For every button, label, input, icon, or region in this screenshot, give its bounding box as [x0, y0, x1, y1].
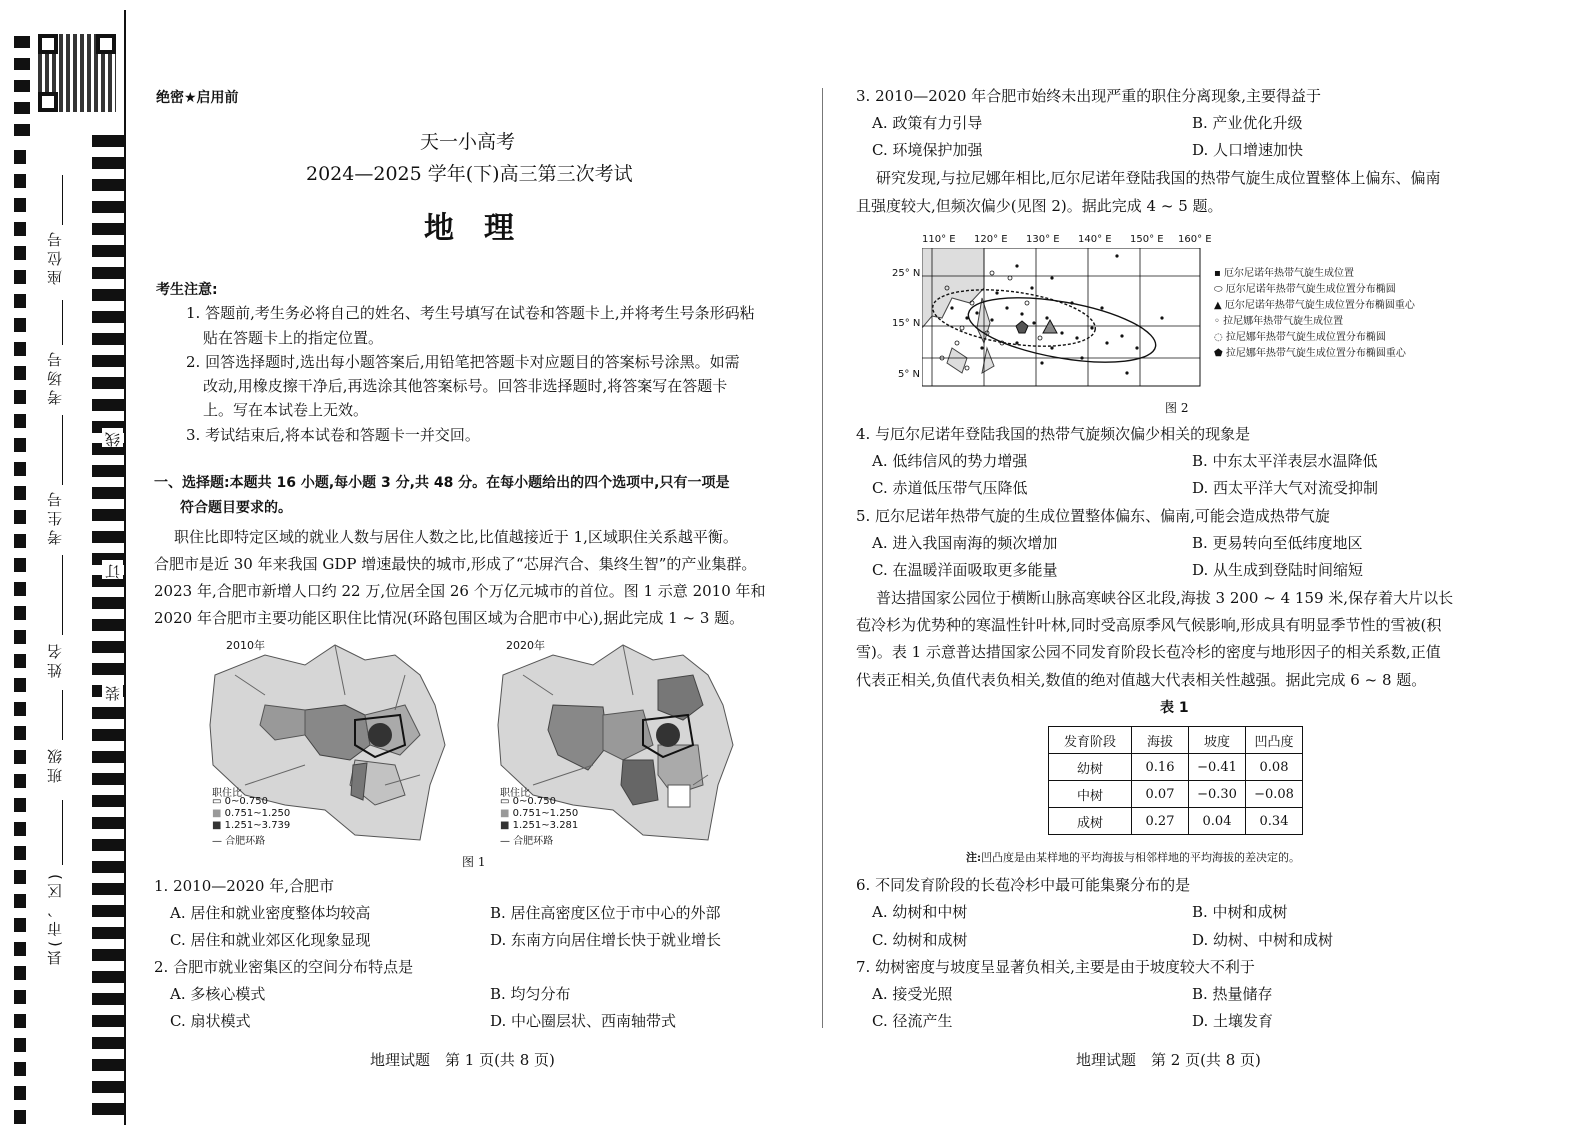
figure1-2020-legend-title: 职住比 [500, 788, 530, 799]
cut-mark-staple: 订 [104, 560, 122, 579]
table-row [1049, 781, 1303, 808]
table-cell: −0.08 [1246, 781, 1303, 808]
q4-option-d[interactable]: D. 西太平洋大气对流受抑制 [1192, 479, 1379, 497]
q5-option-a[interactable]: A. 进入我国南海的频次增加 [872, 534, 1058, 552]
q6-option-c[interactable]: C. 幼树和成树 [872, 931, 968, 949]
exam-room-rule [62, 300, 63, 345]
exam-brand: 天一小高考 [420, 131, 516, 153]
q2-option-d[interactable]: D. 中心圈层状、西南轴带式 [490, 1012, 677, 1030]
notice-line-5: 上。写在本试卷上无效。 [203, 401, 369, 419]
seat-number-label: 座位号 [46, 228, 64, 285]
passage2-line-2: 且强度较大,但频次偏少(见图 2)。据此完成 4 ~ 5 题。 [856, 197, 1223, 215]
seat-number-rule [62, 175, 63, 225]
fig2-legend-1: ▪ 厄尔尼诺年热带气旋生成位置 [1214, 268, 1354, 279]
table-cell: 0.16 [1132, 754, 1189, 781]
fig2-lat-5: 5° N [898, 369, 921, 380]
county-label: 县(市、区) [46, 870, 64, 966]
fig2-lon-140: 140° E [1078, 234, 1112, 245]
qr-finder-1 [38, 34, 58, 54]
table-cell: 0.07 [1132, 781, 1189, 808]
figure2-caption: 图 2 [1165, 401, 1189, 415]
table1-note [966, 848, 1300, 868]
fig2-lon-150: 150° E [1130, 234, 1164, 245]
class-rule [62, 690, 63, 740]
legend-text: 拉尼娜年热带气旋生成位置 [1223, 316, 1344, 327]
table-row [1049, 754, 1303, 781]
table-cell: −0.30 [1189, 781, 1246, 808]
fig2-lon-120: 120° E [974, 234, 1008, 245]
county-rule [62, 800, 63, 865]
note-text: 凹凸度是由某样地的平均海拔与相邻样地的平均海拔的差决定的。 [981, 851, 1301, 864]
fig2-legend-4: ◦ 拉尼娜年热带气旋生成位置 [1214, 316, 1344, 327]
name-rule [62, 555, 63, 635]
note-label: 注: [966, 851, 982, 864]
candidate-number-rule [62, 415, 63, 485]
figure1-2020-year: 2020年 [506, 639, 545, 652]
footer-left: 地理试题 第 1 页(共 8 页) [370, 1051, 555, 1069]
q6-stem: 6. 不同发育阶段的长苞冷杉中最可能集聚分布的是 [856, 876, 1191, 894]
q6-option-d[interactable]: D. 幼树、中树和成树 [1192, 931, 1334, 949]
table-header-cell: 凹凸度 [1246, 727, 1303, 754]
passage1-line-3: 2023 年,合肥市新增人口约 22 万,位居全国 26 个万亿元城市的首位。图 1 示意 2010 年和 [154, 582, 766, 600]
table-header-cell: 海拔 [1132, 727, 1189, 754]
binding-line [124, 10, 126, 1125]
table-header-row [1049, 727, 1303, 754]
table-row [1049, 808, 1303, 835]
exam-title: 2024—2025 学年(下)高三第三次考试 [306, 163, 633, 185]
q3-stem: 3. 2010—2020 年合肥市始终未出现严重的职住分离现象,主要得益于 [856, 87, 1321, 105]
passage1-line-2: 合肥市是近 30 年来我国 GDP 增速最快的城市,形成了“芯屏汽合、集终生智”的产业集群。 [154, 555, 757, 573]
q4-option-a[interactable]: A. 低纬信风的势力增强 [872, 452, 1028, 470]
table-cell: −0.41 [1189, 754, 1246, 781]
q3-option-b[interactable]: B. 产业优化升级 [1192, 114, 1303, 132]
table-cell: 0.08 [1246, 754, 1303, 781]
q7-option-b[interactable]: B. 热量储存 [1192, 985, 1273, 1003]
footer-right: 地理试题 第 2 页(共 8 页) [1076, 1051, 1261, 1069]
figure1-2010-legend-4: — 合肥环路 [212, 836, 266, 847]
figure1-2010-legend-3: ■ 1.251~3.739 [212, 820, 291, 831]
figure2-cyclone-map [922, 248, 1202, 388]
legend-text: 合肥环路 [225, 836, 266, 847]
q1-option-c[interactable]: C. 居住和就业郊区化现象显现 [170, 931, 371, 949]
qr-finder-3 [38, 92, 58, 112]
cut-mark-line: 线 [104, 428, 122, 447]
passage2-line-1: 研究发现,与拉尼娜年相比,厄尔尼诺年登陆我国的热带气旋生成位置整体上偏东、偏南 [876, 169, 1441, 187]
q6-option-a[interactable]: A. 幼树和中树 [872, 903, 968, 921]
q4-option-c[interactable]: C. 赤道低压带气压降低 [872, 479, 1028, 497]
notice-line-3: 2. 回答选择题时,选出每小题答案后,用铅笔把答题卡对应题目的答案标号涂黑。如需 [186, 353, 740, 371]
q2-option-a[interactable]: A. 多核心模式 [170, 985, 266, 1003]
passage3-line-1: 普达措国家公园位于横断山脉高寒峡谷区北段,海拔 3 200 ~ 4 159 米,保存着大片以长 [876, 589, 1454, 607]
subject-title: 地 理 [424, 211, 514, 246]
q1-option-d[interactable]: D. 东南方向居住增长快于就业增长 [490, 931, 722, 949]
figure1-2010-legend-1: ▭ 0~0.750 [212, 796, 269, 807]
q6-option-b[interactable]: B. 中树和成树 [1192, 903, 1288, 921]
q3-option-a[interactable]: A. 政策有力引导 [872, 114, 983, 132]
section1-heading: 一、选择题:本题共 16 小题,每小题 3 分,共 48 分。在每小题给出的四个选项中,只有一项是 [154, 475, 730, 491]
fig2-lat-15: 15° N [892, 318, 921, 329]
legend-text: 合肥环路 [513, 836, 554, 847]
table-cell: 成树 [1049, 808, 1132, 835]
figure1-2020-legend-1: ▭ 0~0.750 [500, 796, 557, 807]
passage3-line-4: 代表正相关,负值代表负相关,数值的绝对值越大代表相关性越强。据此完成 6 ~ 8 题。 [856, 671, 1427, 689]
q7-stem: 7. 幼树密度与坡度呈显著负相关,主要是由于坡度较大不利于 [856, 958, 1255, 976]
legend-text: 拉尼娜年热带气旋生成位置分布椭圆 [1225, 332, 1386, 343]
table-cell: 中树 [1049, 781, 1132, 808]
q7-option-d[interactable]: D. 土壤发育 [1192, 1012, 1274, 1030]
q5-stem: 5. 厄尔尼诺年热带气旋的生成位置整体偏东、偏南,可能会造成热带气旋 [856, 507, 1330, 525]
fig2-lon-130: 130° E [1026, 234, 1060, 245]
section1-heading-2: 符合题目要求的。 [180, 500, 292, 516]
figure1-2020-legend-2: ■ 0.751~1.250 [500, 808, 579, 819]
notice-line-1: 1. 答题前,考生务必将自己的姓名、考生号填写在试卷和答题卡上,并将考生号条形码粘 [186, 304, 755, 322]
table1 [1048, 726, 1303, 835]
table-header-cell: 坡度 [1189, 727, 1246, 754]
table-header-cell: 发育阶段 [1049, 727, 1132, 754]
notice-line-6: 3. 考试结束后,将本试卷和答题卡一并交回。 [186, 426, 480, 444]
table-cell: 0.27 [1132, 808, 1189, 835]
notice-line-4: 改动,用橡皮擦干净后,再选涂其他答案标号。回答非选择题时,将答案写在答题卡 [203, 377, 728, 395]
figure1-2010-legend-2: ■ 0.751~1.250 [212, 808, 291, 819]
passage1-line-1: 职住比即特定区域的就业人数与居住人数之比,比值越接近于 1,区域职住关系越平衡。 [174, 528, 738, 546]
qr-finder-2 [96, 34, 116, 54]
legend-text: 1.251~3.739 [224, 820, 291, 831]
passage3-line-2: 苞冷杉为优势种的寒温性针叶林,同时受高原季风气候影响,形成具有明显季节性的雪被(积 [856, 616, 1442, 634]
legend-text: 0~0.750 [512, 796, 557, 807]
fig2-legend-3: ▲ 厄尔尼诺年热带气旋生成位置分布椭圆重心 [1214, 300, 1415, 311]
q5-option-d[interactable]: D. 从生成到登陆时间缩短 [1192, 561, 1364, 579]
q7-option-c[interactable]: C. 径流产生 [872, 1012, 953, 1030]
q7-option-a[interactable]: A. 接受光照 [872, 985, 953, 1003]
exam-room-label: 考场号 [46, 348, 64, 405]
q2-stem: 2. 合肥市就业密集区的空间分布特点是 [154, 958, 414, 976]
q3-option-c[interactable]: C. 环境保护加强 [872, 141, 983, 159]
column-divider [822, 88, 823, 1028]
q1-option-b[interactable]: B. 居住高密度区位于市中心的外部 [490, 904, 721, 922]
fig2-legend-6: ⬟ 拉尼娜年热带气旋生成位置分布椭圆重心 [1214, 348, 1406, 359]
table-cell: 0.34 [1246, 808, 1303, 835]
legend-text: 1.251~3.281 [512, 820, 579, 831]
barcode-strip-left [14, 150, 26, 1125]
fig2-legend-5: ◌ 拉尼娜年热带气旋生成位置分布椭圆 [1214, 332, 1386, 343]
barcode-strip-right [92, 135, 124, 1125]
notice-line-2: 贴在答题卡上的指定位置。 [203, 329, 384, 347]
cut-mark-bind: 装 [104, 682, 122, 701]
corner-marks [14, 36, 30, 136]
fig2-legend-2: ⬭ 厄尔尼诺年热带气旋生成位置分布椭圆 [1214, 284, 1396, 295]
figure1-2020-legend-3: ■ 1.251~3.281 [500, 820, 579, 831]
fig2-lon-110: 110° E [922, 234, 956, 245]
legend-text: 厄尔尼诺年热带气旋生成位置 [1223, 268, 1354, 279]
q1-option-a[interactable]: A. 居住和就业密度整体均较高 [170, 904, 371, 922]
q5-option-c[interactable]: C. 在温暖洋面吸取更多能量 [872, 561, 1058, 579]
q5-option-b[interactable]: B. 更易转向至低纬度地区 [1192, 534, 1363, 552]
legend-text: 厄尔尼诺年热带气旋生成位置分布椭圆 [1225, 284, 1396, 295]
q2-option-b[interactable]: B. 均匀分布 [490, 985, 571, 1003]
q4-stem: 4. 与厄尔尼诺年登陆我国的热带气旋频次偏少相关的现象是 [856, 425, 1251, 443]
name-label: 姓名 [46, 640, 64, 678]
q2-option-c[interactable]: C. 扇状模式 [170, 1012, 251, 1030]
figure1-caption: 图 1 [462, 855, 486, 869]
legend-text: 0~0.750 [224, 796, 269, 807]
legend-text: 拉尼娜年热带气旋生成位置分布椭圆重心 [1225, 348, 1406, 359]
figure1-2010-legend-title: 职住比 [212, 788, 242, 799]
q1-stem: 1. 2010—2020 年,合肥市 [154, 877, 334, 895]
legend-text: 厄尔尼诺年热带气旋生成位置分布椭圆重心 [1224, 300, 1415, 311]
fig2-lat-25: 25° N [892, 268, 921, 279]
legend-text: 0.751~1.250 [224, 808, 291, 819]
candidate-number-label: 考生号 [46, 488, 64, 545]
fig2-lon-160: 160° E [1178, 234, 1212, 245]
class-label: 班级 [46, 745, 64, 783]
table1-title: 表 1 [1160, 700, 1189, 716]
notice-title: 考生注意: [156, 282, 218, 298]
secret-mark: 绝密★启用前 [156, 90, 239, 106]
passage3-line-3: 雪)。表 1 示意普达措国家公园不同发育阶段长苞冷杉的密度与地形因子的相关系数,正值 [856, 643, 1441, 661]
table-cell: 幼树 [1049, 754, 1132, 781]
q4-option-b[interactable]: B. 中东太平洋表层水温降低 [1192, 452, 1378, 470]
q3-option-d[interactable]: D. 人口增速加快 [1192, 141, 1304, 159]
figure1-2010-year: 2010年 [226, 639, 265, 652]
figure1-2020-legend-4: — 合肥环路 [500, 836, 554, 847]
legend-text: 0.751~1.250 [512, 808, 579, 819]
passage1-line-4: 2020 年合肥市主要功能区职住比情况(环路包围区域为合肥市中心),据此完成 1 ~ 3 题。 [154, 609, 745, 627]
table-cell: 0.04 [1189, 808, 1246, 835]
